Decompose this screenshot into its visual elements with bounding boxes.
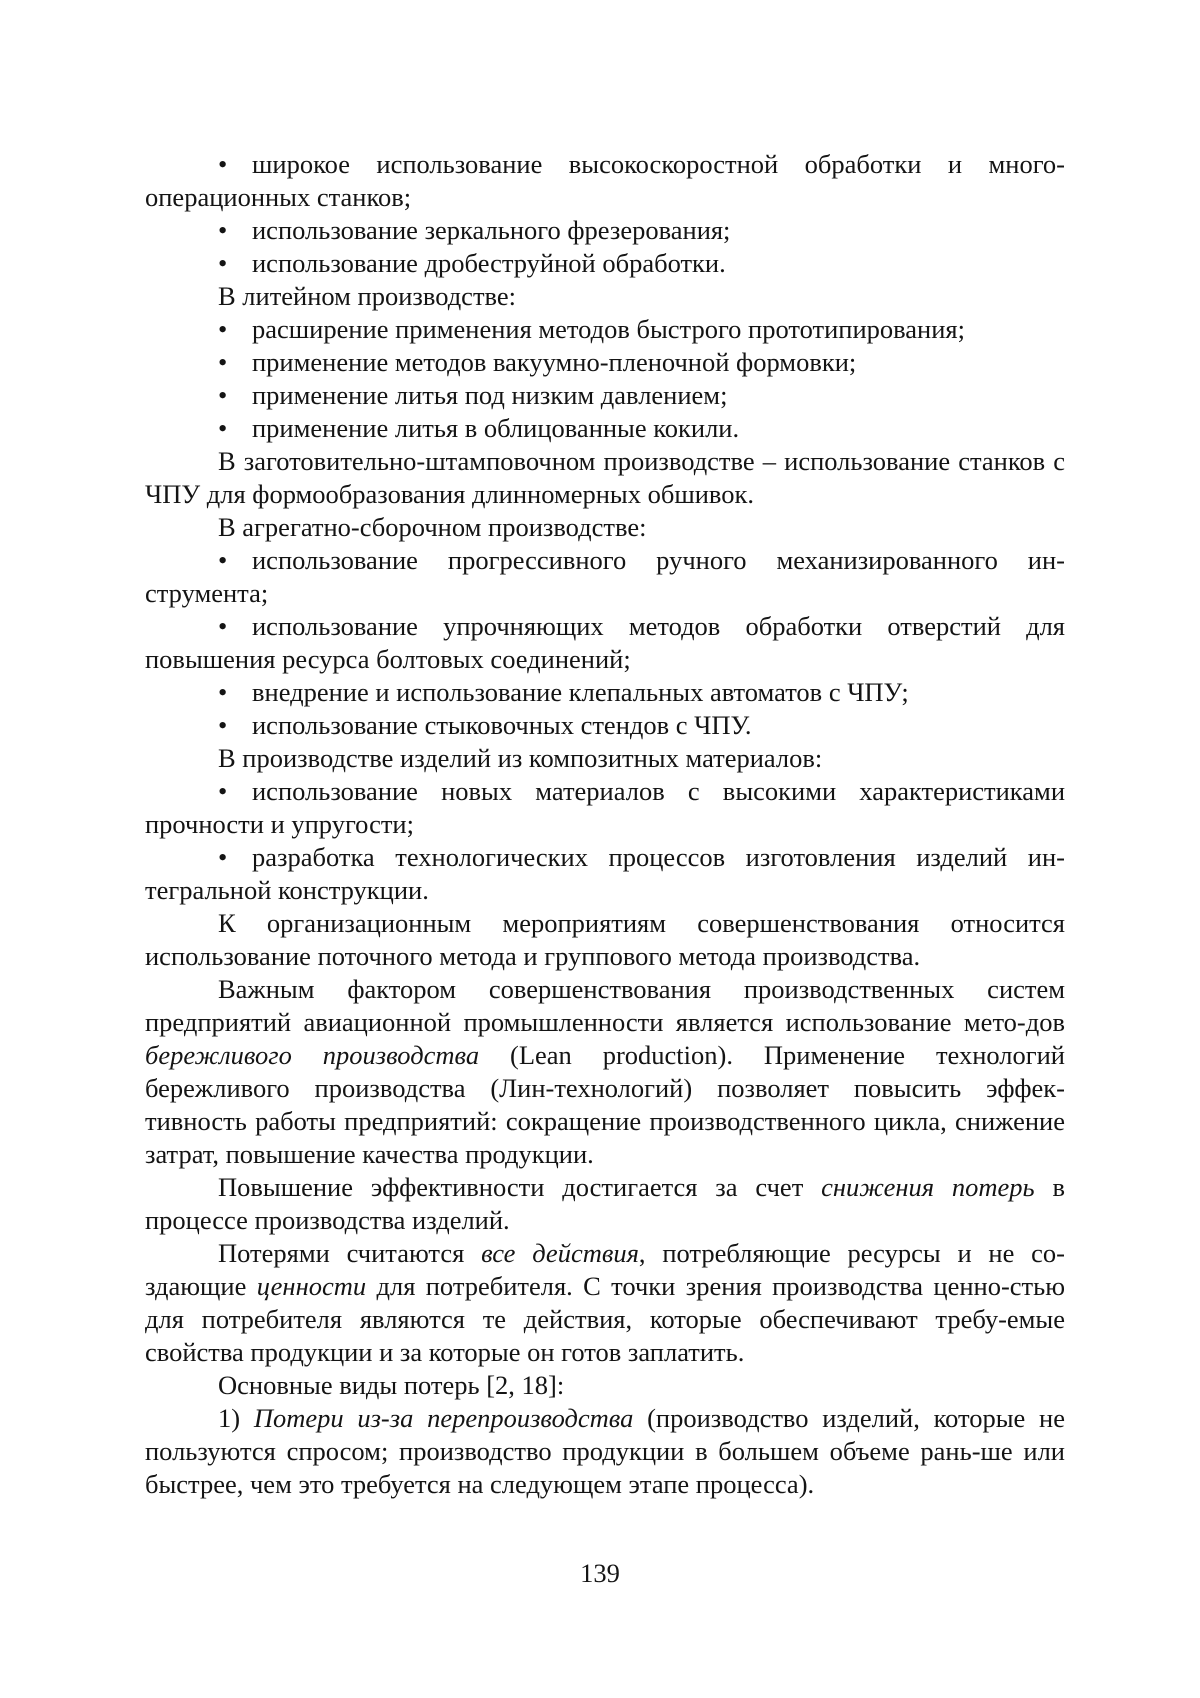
bullet-item [145, 148, 1065, 214]
paragraph-text: использование упрочняющих методов обработки отверстий для повышения ресурса болтовых соединений; [145, 611, 1065, 674]
italic-term: снижения потерь [821, 1172, 1035, 1202]
paragraph-text: Повышение эффективности достигается за счет [218, 1172, 822, 1202]
paragraph-text: широкое использование высокоскоростной обработки и много-операционных станков; [145, 149, 1065, 212]
paragraph-text: использование стыковочных стендов с ЧПУ. [252, 710, 752, 740]
document-page [145, 148, 1065, 1501]
paragraph [145, 1171, 1065, 1237]
paragraph-text: использование новых материалов с высокими характеристиками прочности и упругости; [145, 776, 1065, 839]
bullet-icon: • [218, 347, 228, 377]
paragraph-text: Важным фактором совершенствования производственных систем предприятий авиационной промышленности является использование мето-дов [145, 974, 1065, 1037]
bullet-icon: • [218, 413, 228, 443]
bullet-item [145, 775, 1065, 841]
paragraph-text: в процессе производства изделий. [145, 1172, 1065, 1235]
bullet-item [145, 214, 1065, 247]
bullet-icon: • [218, 545, 228, 575]
paragraph-text: Основные виды потерь [2, 18]: [218, 1370, 565, 1400]
bullet-item [145, 412, 1065, 445]
paragraph-text: использование дробеструйной обработки. [252, 248, 726, 278]
paragraph-text: использование прогрессивного ручного механизированного ин-струмента; [145, 545, 1065, 608]
paragraph-text: использование зеркального фрезерования; [252, 215, 731, 245]
paragraph [145, 973, 1065, 1171]
italic-term: ценности [256, 1271, 367, 1301]
bullet-item [145, 709, 1065, 742]
bullet-icon: • [218, 611, 228, 641]
bullet-item [145, 247, 1065, 280]
paragraph-text: В литейном производстве: [218, 281, 517, 311]
paragraph-text: 1) [218, 1403, 254, 1433]
bullet-item [145, 313, 1065, 346]
bullet-item [145, 676, 1065, 709]
paragraph-text: (Lean production). Применение технологий бережливого производства (Лин-технологий) позволяет повысить эффек-тивность работы предприятий: сокращение производственного цикла, снижение затрат, повышение качества продукции. [145, 1040, 1065, 1169]
paragraph-text: применение литья под низким давлением; [252, 380, 728, 410]
bullet-icon: • [218, 842, 228, 872]
bullet-item [145, 544, 1065, 610]
bullet-icon: • [218, 380, 228, 410]
bullet-item [145, 841, 1065, 907]
bullet-icon: • [218, 776, 228, 806]
italic-term: бережливого производства [145, 1040, 480, 1070]
bullet-icon: • [218, 710, 228, 740]
paragraph [145, 1369, 1065, 1402]
paragraph [145, 1402, 1065, 1501]
paragraph-text: , потребляющие ресурсы и не со-здающие [145, 1238, 1066, 1301]
bullet-icon: • [218, 149, 228, 179]
paragraph [145, 445, 1065, 511]
paragraph-text: Потерями считаются [218, 1238, 482, 1268]
paragraph-text: (производство изделий, которые не пользуются спросом; производство продукции в большем объеме рань-ше или быстрее, чем это требуется на следующем этапе процесса). [145, 1403, 1065, 1499]
paragraph [145, 742, 1065, 775]
paragraph [145, 511, 1065, 544]
italic-term: все действия [481, 1238, 639, 1268]
paragraph-text: расширение применения методов быстрого прототипирования; [252, 314, 965, 344]
bullet-item [145, 379, 1065, 412]
italic-term: Потери из-за перепроизводства [253, 1403, 634, 1433]
paragraph-text: В агрегатно-сборочном производстве: [218, 512, 647, 542]
paragraph-text: В производстве изделий из композитных материалов: [218, 743, 823, 773]
bullet-item [145, 610, 1065, 676]
paragraph-text: применение литья в облицованные кокили. [252, 413, 740, 443]
paragraph [145, 1237, 1065, 1369]
bullet-icon: • [218, 215, 228, 245]
bullet-icon: • [218, 248, 228, 278]
paragraph [145, 280, 1065, 313]
paragraph-text: В заготовительно-штамповочном производстве – использование станков с ЧПУ для формообразования длинномерных обшивок. [145, 446, 1065, 509]
paragraph-text: К организационным мероприятиям совершенствования относится использование поточного метода и группового метода производства. [145, 908, 1065, 971]
bullet-icon: • [218, 677, 228, 707]
bullet-icon: • [218, 314, 228, 344]
paragraph-text: для потребителя. С точки зрения производства ценно-стью для потребителя являются те действия, которые обеспечивают требу-емые свойства продукции и за которые он готов заплатить. [145, 1271, 1065, 1367]
paragraph-text: внедрение и использование клепальных автоматов с ЧПУ; [252, 677, 909, 707]
paragraph-text: разработка технологических процессов изготовления изделий ин-тегральной конструкции. [145, 842, 1065, 905]
paragraph-text: применение методов вакуумно-пленочной формовки; [252, 347, 857, 377]
paragraph [145, 907, 1065, 973]
bullet-item [145, 346, 1065, 379]
page-number: 139 [580, 1558, 620, 1588]
